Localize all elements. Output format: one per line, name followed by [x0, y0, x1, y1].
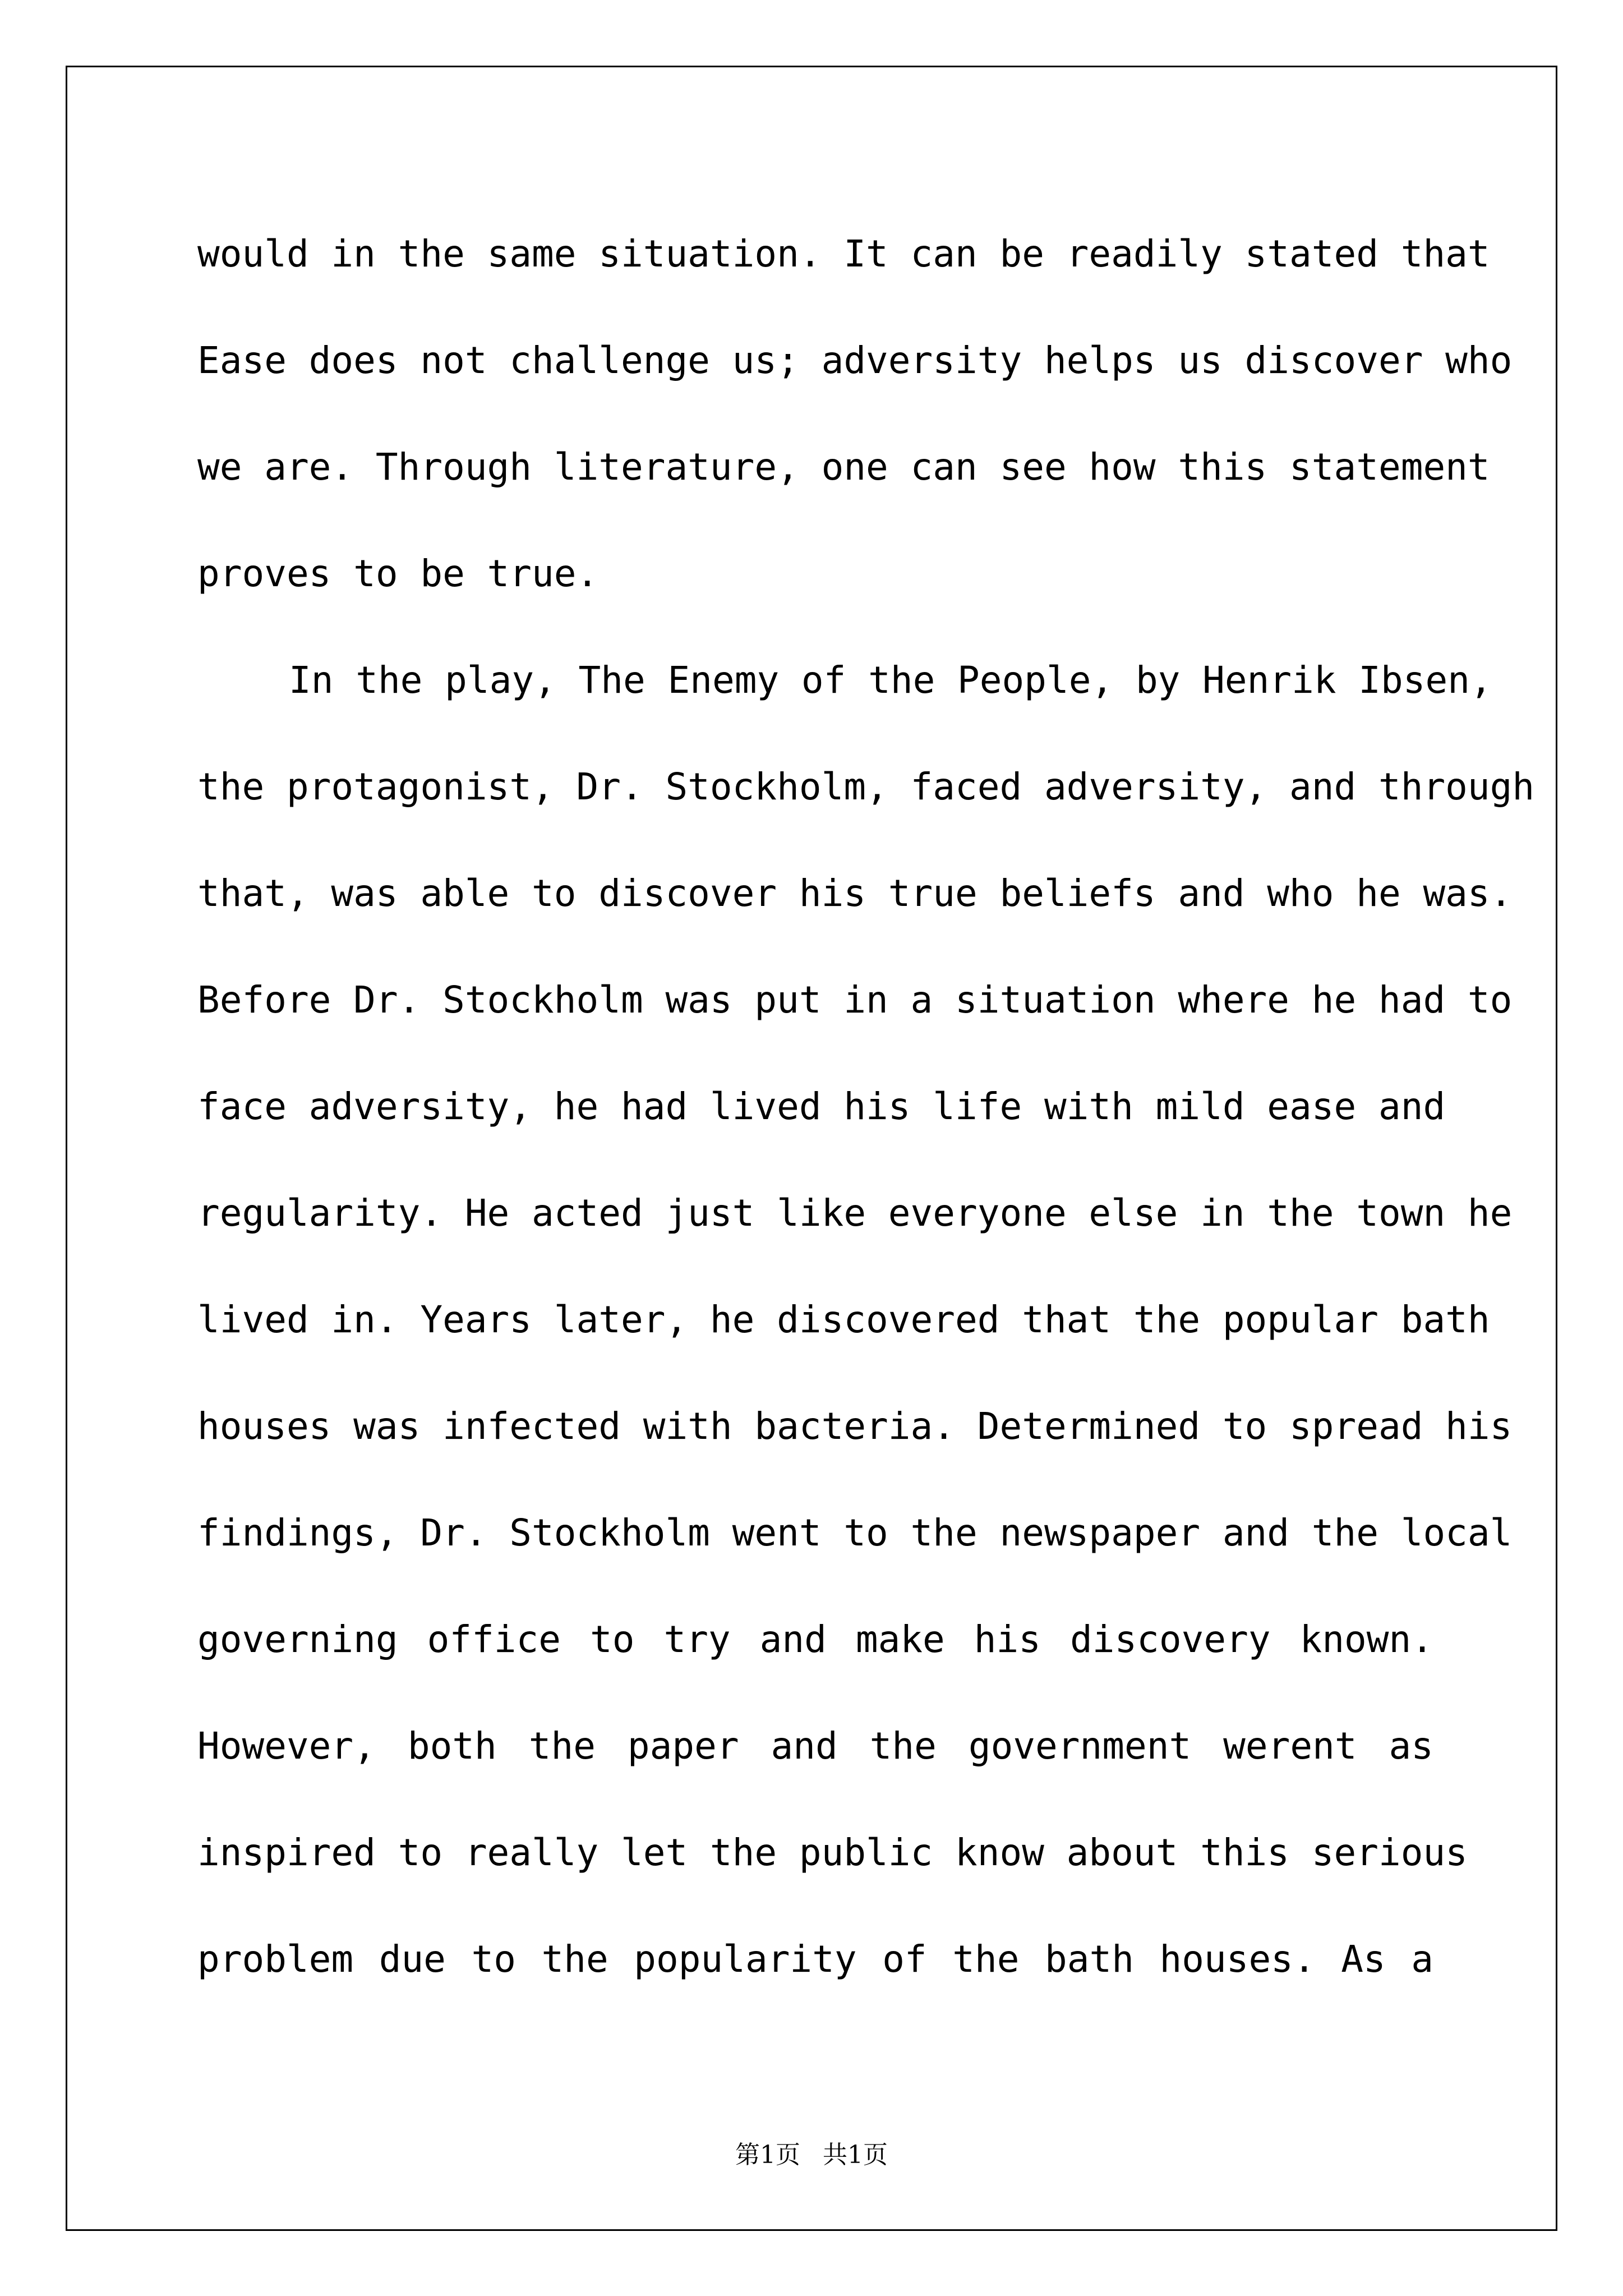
text-line: findings, Dr. Stockholm went to the newspaper and the local — [197, 1511, 1513, 1554]
text-line: In the play, The Enemy of the People, by Henrik Ibsen, — [289, 659, 1492, 702]
text-line: we are. Through literature, one can see how this statement — [197, 445, 1490, 489]
page-footer — [0, 2134, 1623, 2170]
text-line: the protagonist, Dr. Stockholm, faced adversity, and through — [197, 765, 1535, 808]
text-line: that, was able to discover his true beliefs and who he was. — [197, 872, 1513, 915]
text-line: face adversity, he had lived his life with mild ease and — [197, 1085, 1446, 1128]
text-line: governing office to try and make his discovery known. — [197, 1618, 1433, 1661]
page-total: 共1页 — [823, 2141, 888, 2169]
text-line: problem due to the popularity of the bath houses. As a — [197, 1938, 1433, 1981]
text-line: However, both the paper and the government werent as — [197, 1724, 1433, 1768]
text-line: inspired to really let the public know about this serious — [197, 1831, 1468, 1874]
text-line: Before Dr. Stockholm was put in a situation where he had to — [197, 978, 1513, 1022]
text-line: lived in. Years later, he discovered that the popular bath — [197, 1298, 1490, 1341]
text-line: proves to be true. — [197, 552, 599, 595]
text-line: would in the same situation. It can be readily stated that — [197, 232, 1490, 275]
text-line: Ease does not challenge us; adversity helps us discover who — [197, 339, 1513, 382]
text-line: houses was infected with bacteria. Determined to spread his — [197, 1405, 1513, 1448]
document-body — [197, 201, 1535, 2013]
page-number: 第1页 — [735, 2141, 800, 2169]
text-line: regularity. He acted just like everyone else in the town he — [197, 1191, 1513, 1235]
